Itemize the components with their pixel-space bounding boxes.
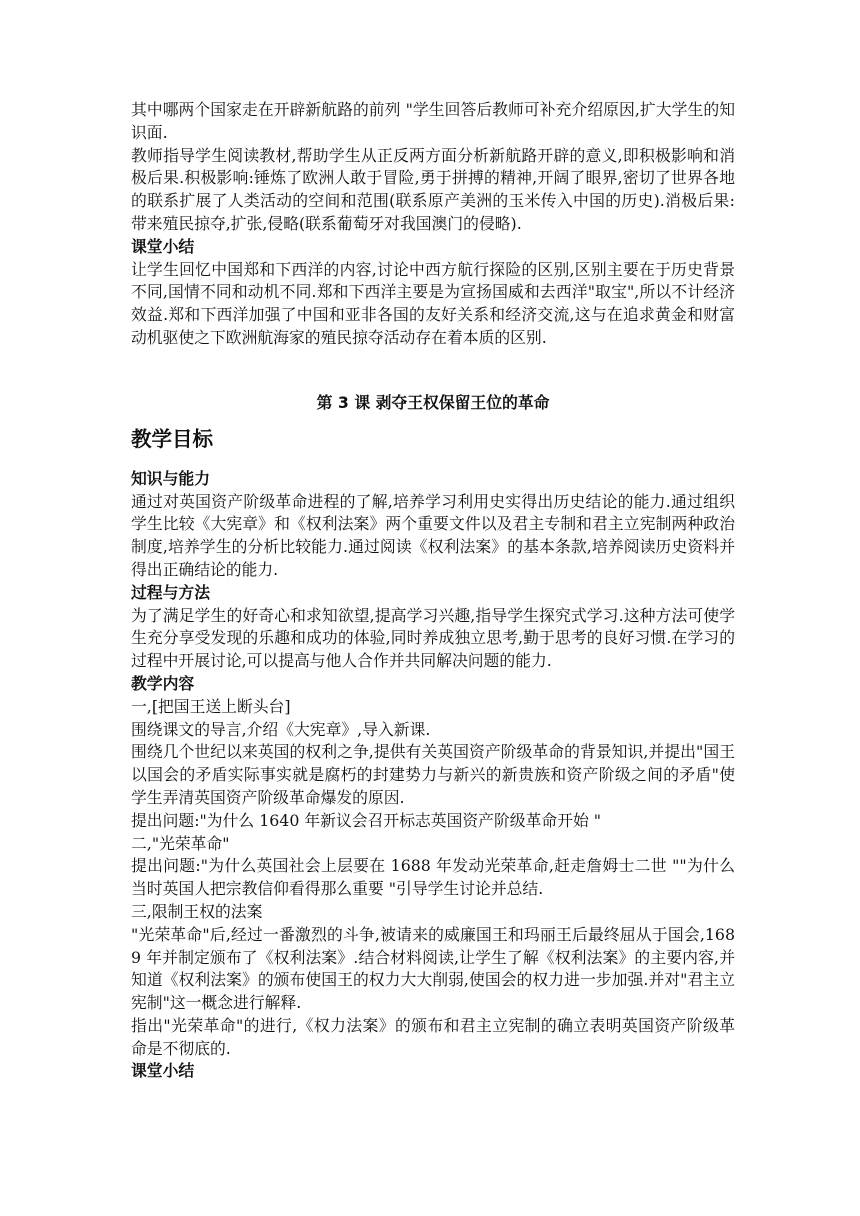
item1-paragraph-2: 围绕几个世纪以来英国的权利之争,提供有关英国资产阶级革命的背景知识,并提出"国王以国会的矛盾实际事实就是腐朽的封建势力与新兴的新贵族和资产阶级之间的矛盾"使学生弄清英国资产阶级革命爆发的原因.	[131, 742, 735, 807]
heading-teaching-content: 教学内容	[131, 673, 195, 693]
item2-paragraph-1: 提出问题:"为什么英国社会上层要在 1688 年发动光荣革命,赶走詹姆士二世 ""为什么当时英国人把宗教信仰看得那么重要 "引导学生讨论并总结.	[131, 856, 735, 899]
item1-paragraph-3: 提出问题:"为什么 1640 年新议会召开标志英国资产阶级革命开始 "	[131, 810, 602, 830]
paragraph-process-method: 为了满足学生的好奇心和求知欲望,提高学习兴趣,指导学生探究式学习.这种方法可使学生充分享受发现的乐趣和成功的体验,同时养成独立思考,勤于思考的良好习惯.在学习的过程中开展讨论,可以提高与他人合作并共同解决问题的能力.	[131, 605, 735, 671]
heading-process-method: 过程与方法	[131, 582, 210, 602]
item3-paragraph-1: "光荣革命"后,经过一番激烈的斗争,被请来的威廉国王和玛丽王后最终屈从于国会,1689 年并制定颁布了《权利法案》.结合材料阅读,让学生了解《权利法案》的主要内容,并知道《权利法案》的颁布使国王的权力大大削弱,使国会的权力进一步加强.并对"君主立宪制"这一概念进行解释.	[131, 924, 735, 1013]
section-spacer	[131, 350, 735, 392]
heading-class-summary: 课堂小结	[131, 236, 195, 256]
paragraph-new-routes-significance: 教师指导学生阅读教材,帮助学生从正反两方面分析新航路开辟的意义,即积极影响和消极后果.积极影响:锤炼了欧洲人敢于冒险,勇于拼搏的精神,开阔了眼界,密切了世界各地的联系扩展了人类活动的空间和范围(联系原产美洲的玉米传入中国的历史).消极后果:带来殖民掠夺,扩张,侵略(联系葡萄牙对我国澳门的侵略).	[131, 145, 735, 233]
item2-title: 二,"光荣革命"	[131, 833, 230, 853]
paragraph-new-routes-question: 其中哪两个国家走在开辟新航路的前列 "学生回答后教师可补充介绍原因,扩大学生的知识面.	[131, 100, 735, 142]
paragraph-summary-zhenghe: 让学生回忆中国郑和下西洋的内容,讨论中西方航行探险的区别,区别主要在于历史背景不同,国情不同和动机不同.郑和下西洋主要是为宣扬国威和去西洋"取宝",所以不计经济效益.郑和下西洋加强了中国和亚非各国的友好关系和经济交流,这与在追求黄金和财富动机驱使之下欧洲航海家的殖民掠夺活动存在着本质的区别.	[131, 259, 735, 347]
heading-teaching-goals: 教学目标	[131, 426, 213, 451]
heading-knowledge-ability: 知识与能力	[131, 468, 210, 488]
paragraph-knowledge-ability: 通过对英国资产阶级革命进程的了解,培养学习利用史实得出历史结论的能力.通过组织学生比较《大宪章》和《权利法案》两个重要文件以及君主专制和君主立宪制两种政治制度,培养学生的分析比较能力.通过阅读《权利法案》的基本条款,培养阅读历史资料并得出正确结论的能力.	[131, 491, 735, 579]
heading-lesson-summary: 课堂小结	[131, 1061, 195, 1081]
item3-paragraph-2: 指出"光荣革命"的进行,《权力法案》的颁布和君主立宪制的确立表明英国资产阶级革命是不彻底的.	[131, 1015, 735, 1058]
item3-title: 三,限制王权的法案	[131, 901, 263, 921]
lesson-title: 第 3 课 剥夺王权保留王位的革命	[316, 392, 550, 412]
document-page	[131, 99, 735, 1083]
item1-paragraph-1: 围绕课文的导言,介绍《大宪章》,导入新课.	[131, 719, 431, 739]
item1-title: 一,[把国王送上断头台]	[131, 696, 291, 716]
